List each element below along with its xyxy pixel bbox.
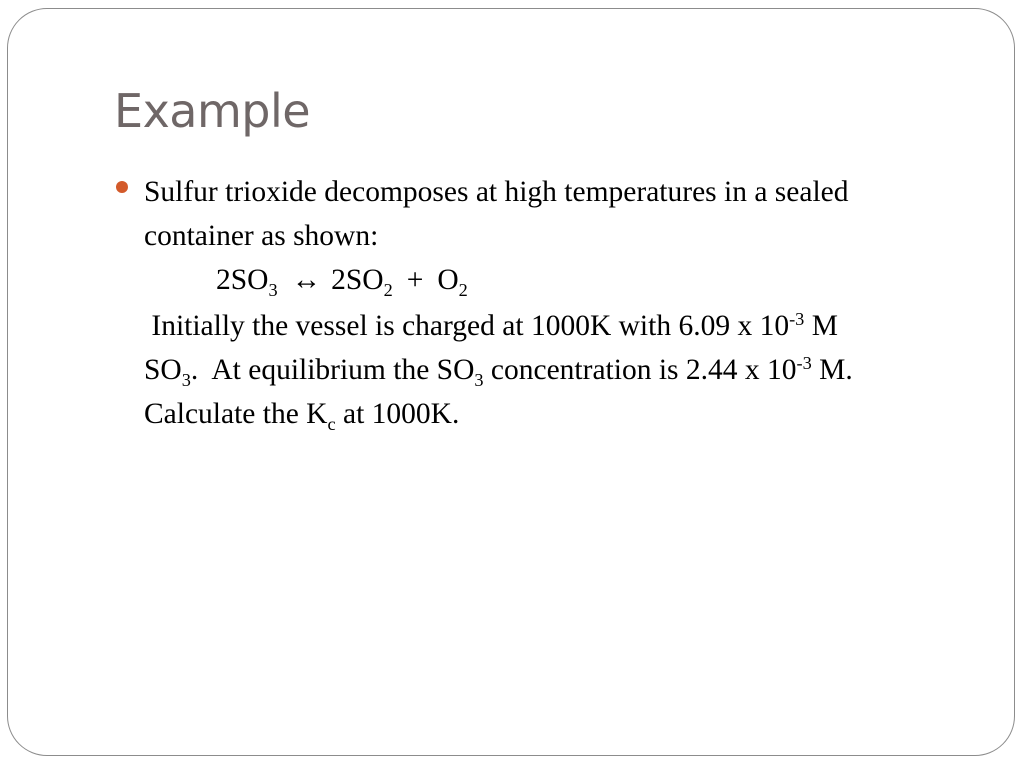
paragraph-line-2 (144, 348, 984, 392)
paragraph-line-1 (144, 304, 984, 348)
equilibrium-arrow: ↔ (291, 264, 322, 296)
equation-product-1: 2SO (331, 264, 384, 296)
equation-plus: + (406, 264, 424, 296)
paragraph-line-2-text-c: concentration is 2.44 x 10 (483, 354, 797, 386)
paragraph-line-3 (144, 392, 984, 436)
paragraph-line-1-unit: M (804, 310, 838, 342)
exponent-1: -3 (789, 308, 805, 329)
bullet-dot-icon (116, 181, 128, 193)
paragraph-line-3-text-b: at 1000K. (335, 398, 460, 430)
slide-body (144, 170, 984, 436)
equation-product-2: O (437, 264, 459, 296)
equation-product-2-subscript: 2 (458, 279, 468, 300)
slide-title: Example (114, 84, 311, 138)
paragraph-line-3-text-a: Calculate the K (144, 398, 328, 430)
paragraph-line-1-text: Initially the vessel is charged at 1000K with 6.09 x 10 (144, 310, 790, 342)
kc-subscript: c (327, 413, 336, 434)
paragraph-line-2-subscript-b: 3 (474, 369, 484, 390)
paragraph-line-2-text-a: SO (144, 354, 182, 386)
equation-reactant: 2SO (216, 264, 269, 296)
paragraph-line-2-unit: M. (811, 354, 853, 386)
bullet-text-line-1: Sulfur trioxide decomposes at high temperatures in a sealed (144, 176, 849, 208)
equation-reactant-subscript: 3 (268, 279, 278, 300)
chemical-equation (144, 258, 984, 302)
paragraph-line-2-subscript-a: 3 (181, 369, 191, 390)
paragraph-line-2-text-b: . At equilibrium the SO (190, 354, 475, 386)
exponent-2: -3 (796, 352, 812, 373)
bullet-text-line-2: container as shown: (144, 220, 379, 252)
equation-product-1-subscript: 2 (383, 279, 393, 300)
